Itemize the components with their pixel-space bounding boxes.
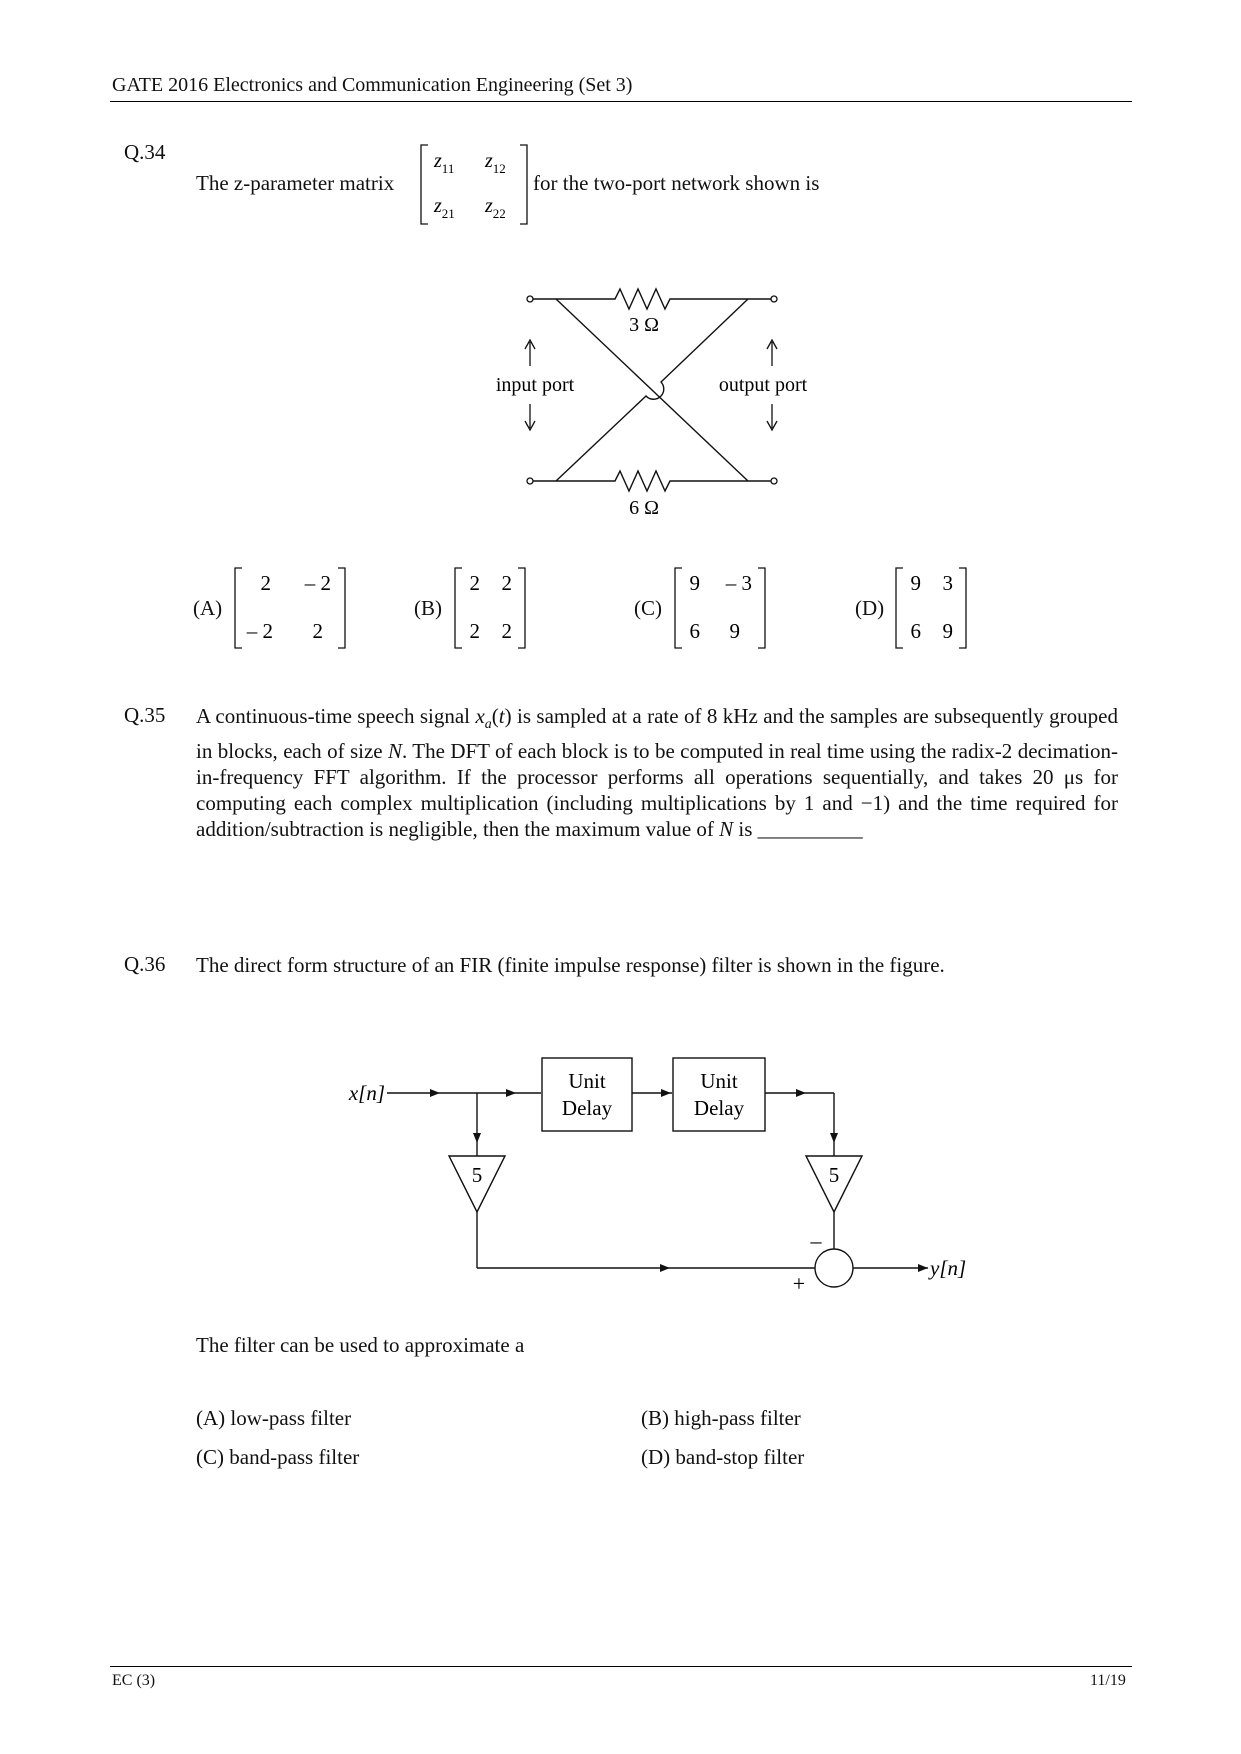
unit-delay-2-label: Unit xyxy=(700,1069,738,1093)
q36-text: The direct form structure of an FIR (finite impulse response) filter is shown in the figure. xyxy=(196,953,945,977)
svg-text:Delay: Delay xyxy=(693,1096,745,1120)
svg-text:9: 9 xyxy=(942,619,953,643)
svg-text:9: 9 xyxy=(910,571,921,595)
q35-text: A continuous-time speech signal $x_a(t)$ is sampled at a rate of 8 kHz and the samples are subsequently grouped in blocks, each of size N. The DFT of each block is to be computed in real time using the radix-2 decimation-in-frequency FFT algorithm. If the processor performs all operations sequentially, and takes 20 μs for computing each complex multiplication (including multiplications by 1 and −1) and the time required for addition/subtraction is negligible, then the maximum value of N is __________ xyxy=(196,704,1118,842)
two-port-circuit xyxy=(480,270,820,530)
q36-number: Q.36 xyxy=(124,952,166,976)
minus-sign: – xyxy=(810,1228,822,1253)
header-rule xyxy=(110,101,1132,102)
terminal-top-right xyxy=(771,296,777,302)
gain-left-label: 5 xyxy=(471,1163,483,1187)
terminal-bottom-right xyxy=(771,478,777,484)
q36-prompt: The filter can be used to approximate a xyxy=(196,1333,525,1357)
svg-text:6: 6 xyxy=(910,619,921,643)
svg-text:2: 2 xyxy=(501,571,512,595)
q34-option-c-label[interactable]: (C) xyxy=(634,596,662,620)
svg-text:– 2: – 2 xyxy=(246,619,273,643)
terminal-bottom-left xyxy=(527,478,533,484)
q36-option-c[interactable]: (C) band-pass filter xyxy=(196,1445,360,1469)
svg-text:z21: $z_{21}$ xyxy=(434,195,455,221)
svg-text:6: 6 xyxy=(689,619,700,643)
resistor-6-ohm xyxy=(533,471,771,491)
svg-text:– 2: – 2 xyxy=(304,571,331,595)
footer-left: EC (3) xyxy=(112,1672,156,1689)
page-header: GATE 2016 Electronics and Communication Engineering (Set 3) xyxy=(112,74,633,96)
footer-page-number: 11/19 xyxy=(1090,1672,1126,1689)
q34-option-a-matrix[interactable] xyxy=(233,566,347,650)
fir-filter-diagram xyxy=(330,1045,990,1305)
q34-number: Q.34 xyxy=(124,140,166,164)
svg-text:9: 9 xyxy=(689,571,700,595)
svg-text:Delay: Delay xyxy=(561,1096,613,1120)
unit-delay-1-label: Unit xyxy=(568,1069,606,1093)
footer-rule xyxy=(110,1666,1132,1667)
svg-text:2: 2 xyxy=(469,571,480,595)
svg-text:3: 3 xyxy=(942,571,953,595)
label-3-ohm: 3 Ω xyxy=(629,314,659,336)
summing-junction xyxy=(815,1249,853,1287)
output-signal-label: y[n] xyxy=(930,1256,967,1280)
input-port-label: input port xyxy=(495,374,575,396)
svg-text:– 3: – 3 xyxy=(725,571,752,595)
q34-text-after: for the two-port network shown is xyxy=(533,171,820,195)
svg-text:z12: $z_{12}$ xyxy=(485,150,506,176)
q34-text-before: The z-parameter matrix xyxy=(196,171,395,195)
svg-text:2: 2 xyxy=(312,619,323,643)
q34-z-matrix xyxy=(418,142,530,228)
q36-option-b[interactable]: (B) high-pass filter xyxy=(641,1406,801,1430)
input-signal-label: x[n] xyxy=(348,1081,385,1105)
q34-option-d-label[interactable]: (D) xyxy=(855,596,885,620)
q34-option-a-label[interactable]: (A) xyxy=(193,596,223,620)
q34-option-c-matrix[interactable] xyxy=(673,566,767,650)
plus-sign: + xyxy=(792,1271,806,1296)
svg-text:9: 9 xyxy=(729,619,740,643)
svg-text:z22: $z_{22}$ xyxy=(485,195,506,221)
svg-text:2: 2 xyxy=(260,571,271,595)
svg-text:2: 2 xyxy=(501,619,512,643)
q36-option-a[interactable]: (A) low-pass filter xyxy=(196,1406,352,1430)
q34-option-d-matrix[interactable] xyxy=(894,566,968,650)
resistor-3-ohm xyxy=(533,289,771,309)
gain-right-label: 5 xyxy=(828,1163,840,1187)
q34-option-b-matrix[interactable] xyxy=(453,566,527,650)
label-6-ohm: 6 Ω xyxy=(629,497,659,519)
q35-number: Q.35 xyxy=(124,703,166,727)
svg-text:2: 2 xyxy=(469,619,480,643)
q36-option-d[interactable]: (D) band-stop filter xyxy=(641,1445,805,1469)
svg-text:z11: $z_{11}$ xyxy=(434,150,455,176)
terminal-top-left xyxy=(527,296,533,302)
output-port-label: output port xyxy=(718,374,808,396)
q34-option-b-label[interactable]: (B) xyxy=(414,596,442,620)
